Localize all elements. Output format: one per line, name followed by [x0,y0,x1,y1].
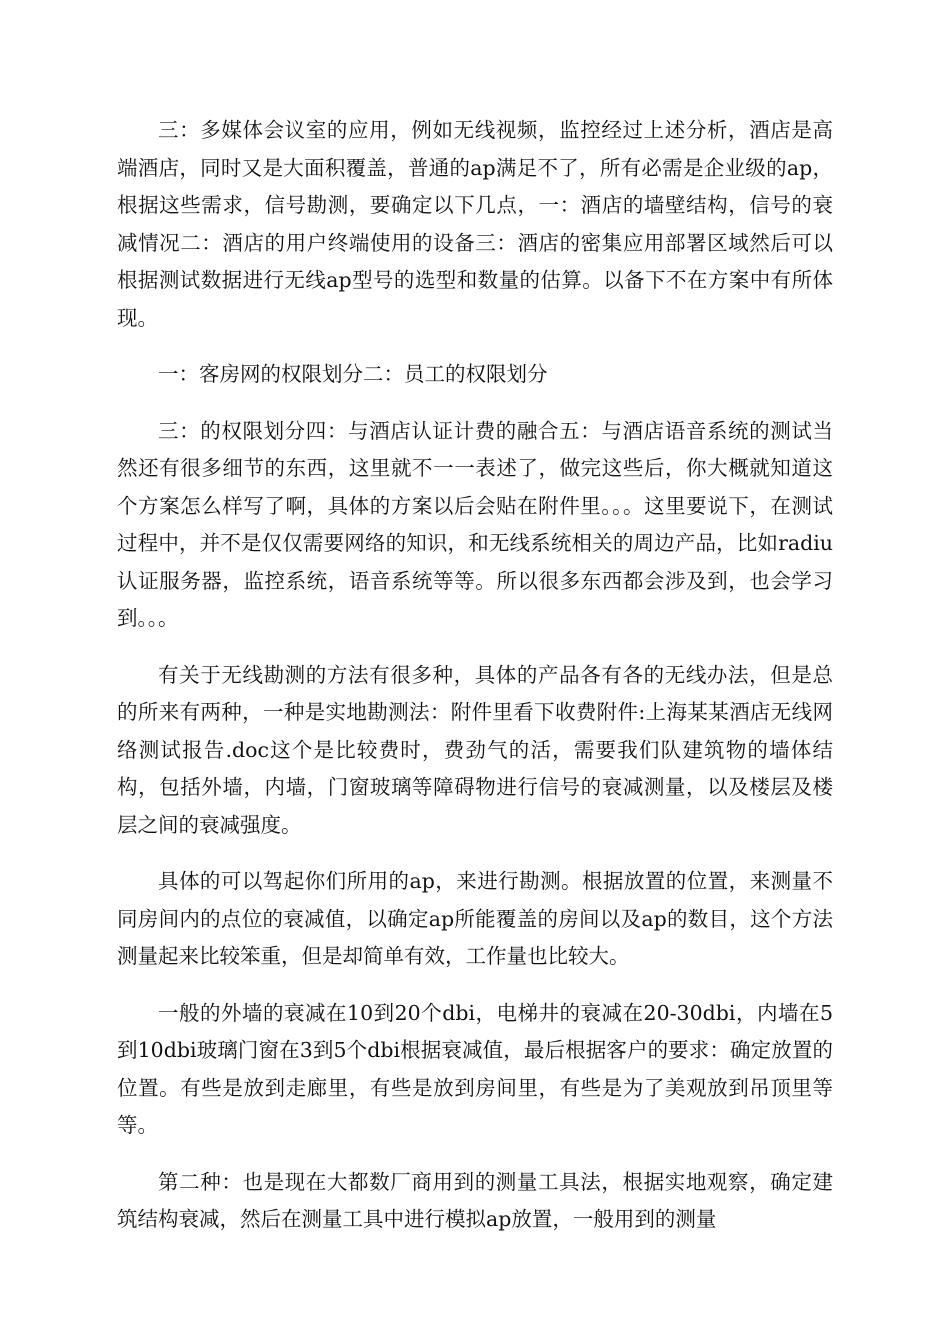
paragraph-1: 三：多媒体会议室的应用，例如无线视频，监控经过上述分析，酒店是高端酒店，同时又是大面积覆盖，普通的ap满足不了，所有必需是企业级的ap，根据这些需求，信号勘测，要确定以下几点，一：酒店的墙壁结构，信号的衰减情况二：酒店的用户终端使用的设备三：酒店的密集应用部署区域然后可以根据测试数据进行无线ap型号的选型和数量的估算。以备下不在方案中有所体现。 [117,118,833,330]
document-body [117,112,833,1258]
paragraph-6: 一般的外墙的衰减在10到20个dbi，电梯井的衰减在20-30dbi，内墙在5到10dbi玻璃门窗在3到5个dbi根据衰减值，最后根据客户的要求：确定放置的位置。有些是放到走廊里，有些是放到房间里，有些是为了美观放到吊顶里等等。 [117,1000,833,1137]
paragraph-4: 有关于无线勘测的方法有很多种，具体的产品各有各的无线办法，但是总的所来有两种，一种是实地勘测法：附件里看下收费附件:上海某某酒店无线网络测试报告.doc这个是比较费时，费劲气的活，需要我们队建筑物的墙体结构，包括外墙，内墙，门窗玻璃等障碍物进行信号的衰减测量，以及楼层及楼层之间的衰减强度。 [117,662,833,837]
paragraph-7: 第二种：也是现在大都数厂商用到的测量工具法，根据实地观察，确定建筑结构衰减，然后在测量工具中进行模拟ap放置，一般用到的测量 [117,1169,833,1231]
paragraph-3: 三：的权限划分四：与酒店认证计费的融合五：与酒店语音系统的测试当然还有很多细节的东西，这里就不一一表述了，做完这些后，你大概就知道这个方案怎么样写了啊，具体的方案以后会贴在附件里。。。这里要说下，在测试过程中，并不是仅仅需要网络的知识，和无线系统相关的周边产品，比如radiu认证服务器，监控系统，语音系统等等。所以很多东西都会涉及到，也会学习到。。。 [117,418,833,630]
paragraph-2: 一：客房网的权限划分二：员工的权限划分 [158,362,548,386]
paragraph-5: 具体的可以驾起你们所用的ap，来进行勘测。根据放置的位置，来测量不同房间内的点位的衰减值，以确定ap所能覆盖的房间以及ap的数目，这个方法测量起来比较笨重，但是却简单有效，工作量也比较大。 [117,869,833,968]
